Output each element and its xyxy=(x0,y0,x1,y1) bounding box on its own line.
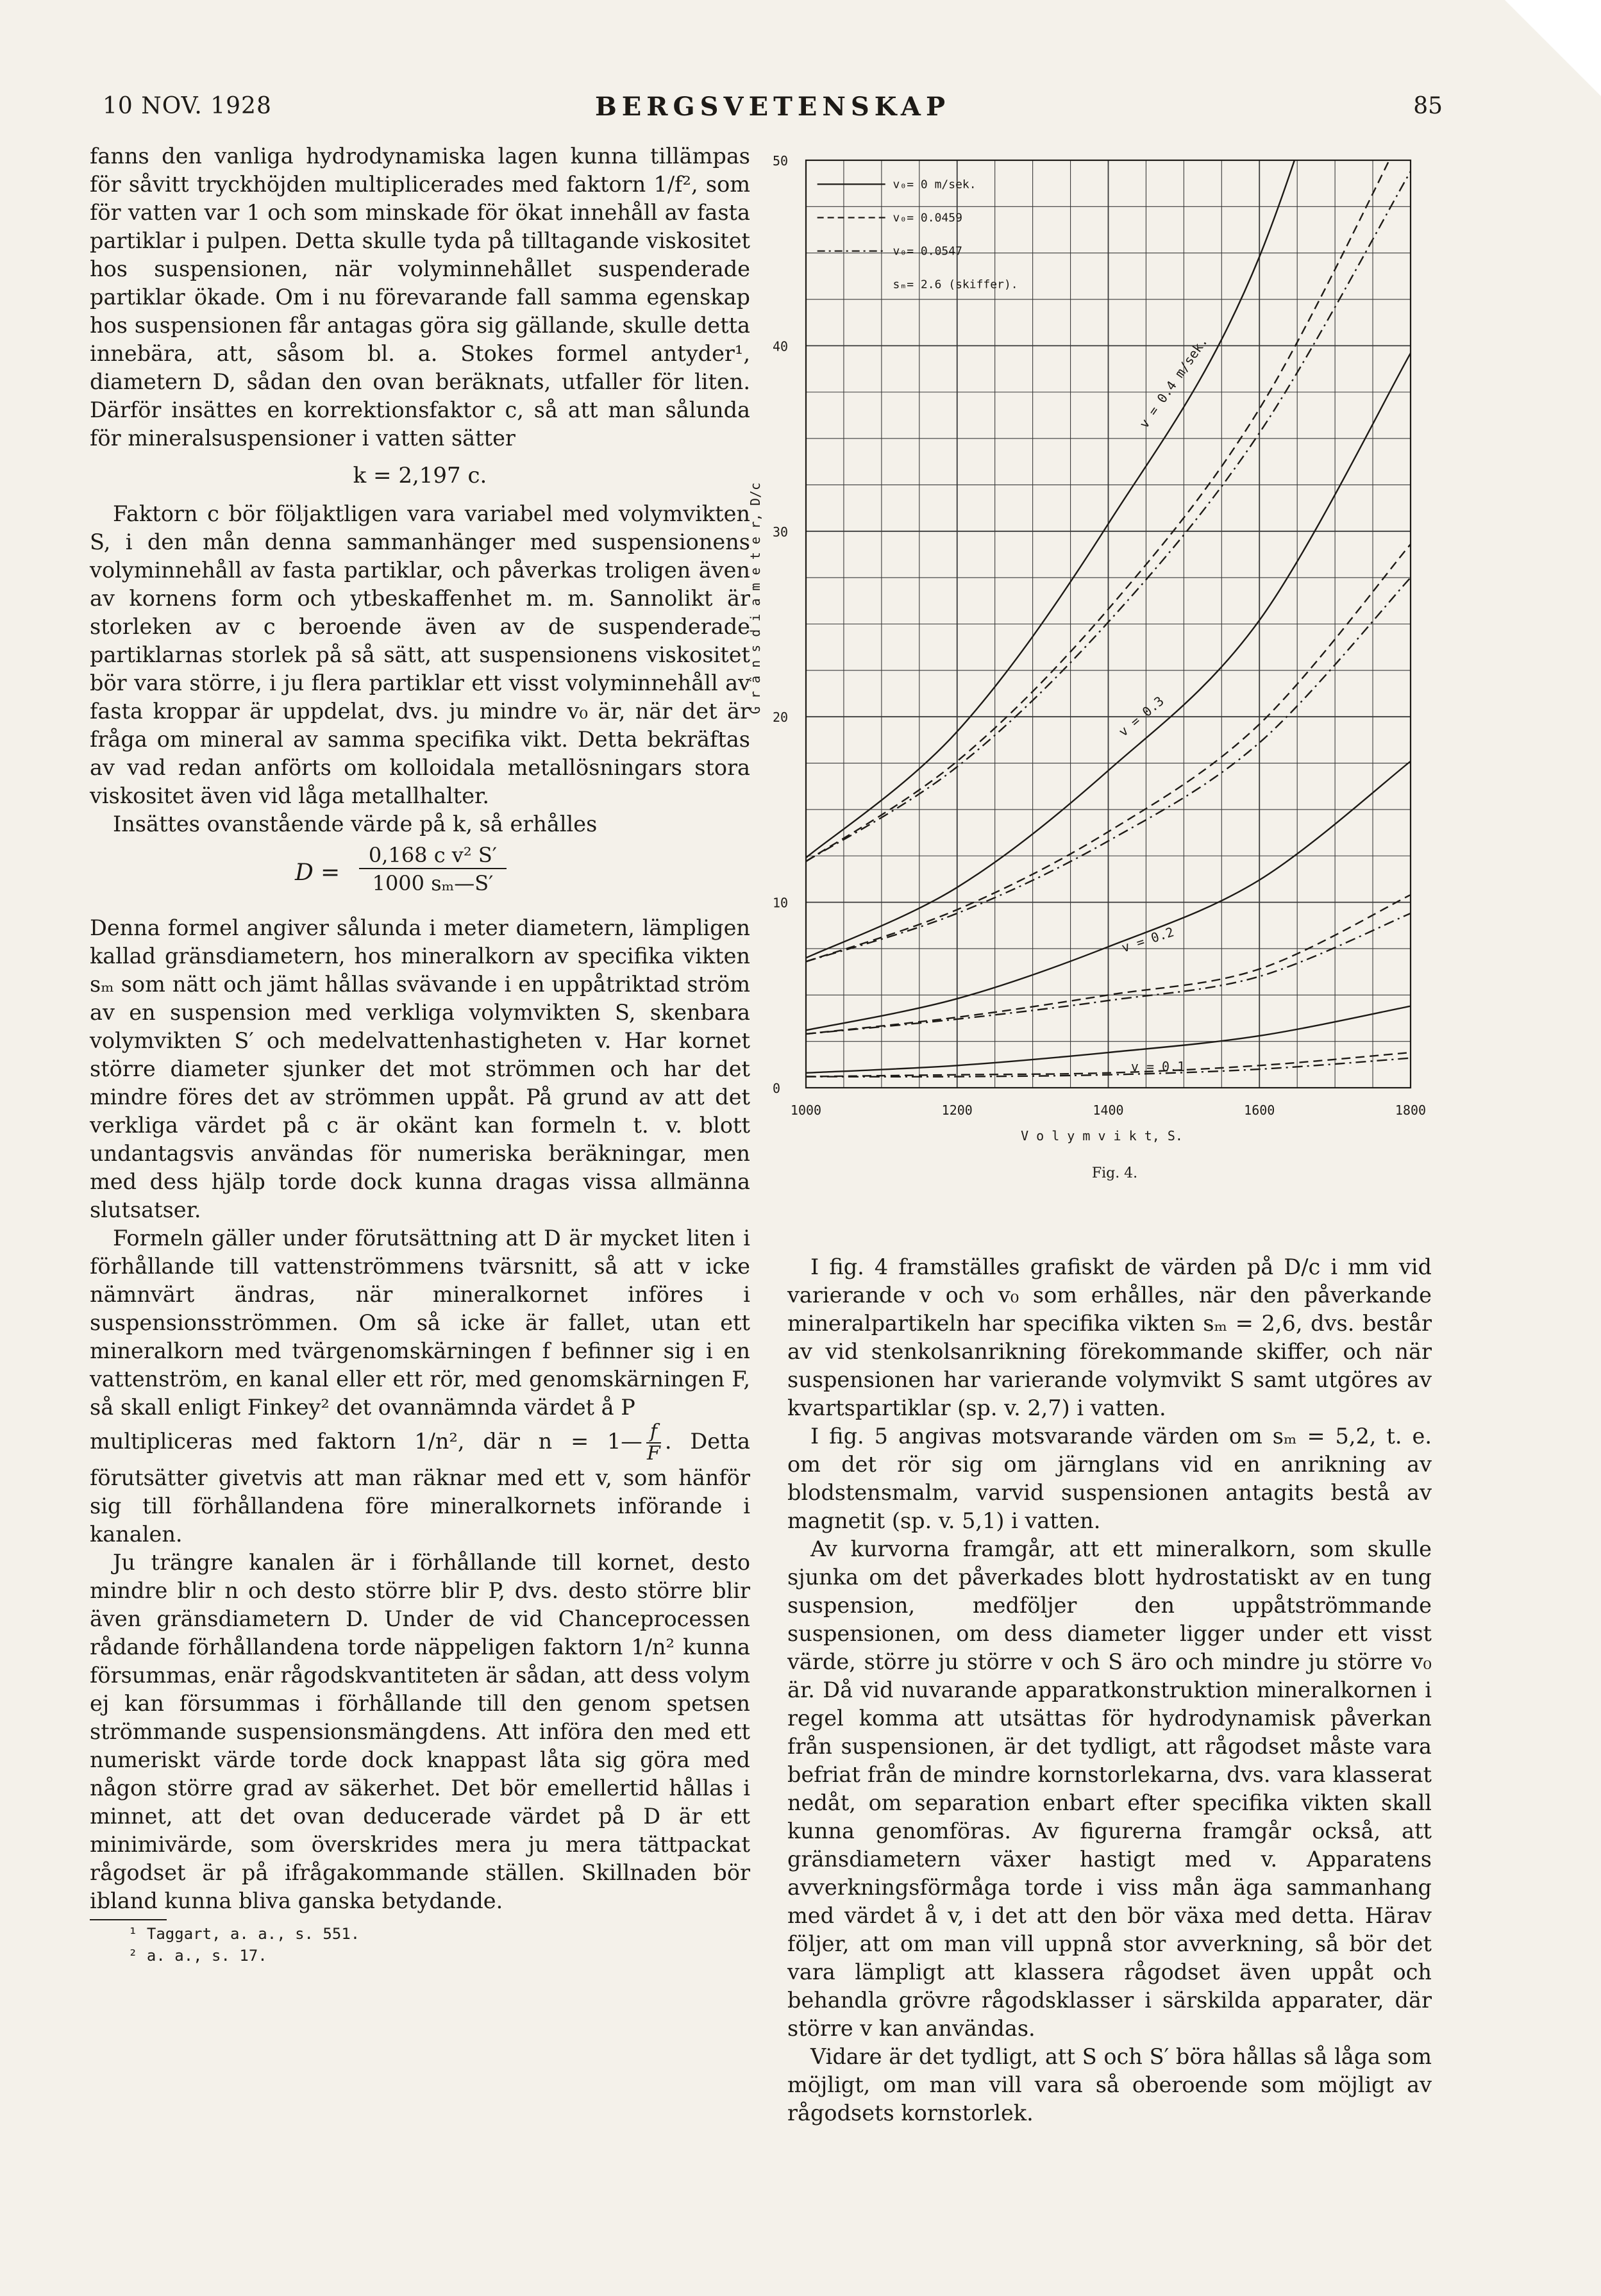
formula-D xyxy=(90,842,750,901)
curve-label: v = 0.1 xyxy=(1130,1058,1186,1074)
curve-label: v = 0.3 xyxy=(1115,693,1167,740)
paragraph: fanns den vanliga hydrodynamiska lagen kunna tillämpas för såvitt tryckhöjden multiplicerades med faktorn 1/f², som för vatten var 1 och som minskade för ökat innehåll av fasta partiklar i pulpen. Detta skulle tyda på tilltagande viskositet hos suspensionen, när volyminnehållet suspenderade partiklar ökade. Om i nu förevarande fall samma egenskap hos suspensionen får antagas göra sig gällande, skulle detta innebära, att, såsom bl. a. Stokes formel antyder¹, diametern D, sådan den ovan beräknats, utfaller för liten. Därför insättes en korrektionsfaktor c, så att man sålunda för mineralsuspensioner i vatten sätter xyxy=(90,144,750,451)
y-tick-label: 10 xyxy=(773,895,789,911)
paragraph: Vidare är det tydligt, att S och S′ böra hållas så låga som möjligt, om man vill vara så oberoende som möjligt av rågodsets kornstorlek. xyxy=(787,2044,1432,2125)
y-tick-label: 0 xyxy=(773,1081,781,1096)
y-axis-label: G r ä n s d i a m e t e r, D/c xyxy=(748,482,763,715)
inline-fraction xyxy=(646,1422,661,1464)
chart-svg xyxy=(737,144,1449,1208)
left-column xyxy=(90,142,750,1967)
legend-label: v₀= 0 m/sek. xyxy=(893,178,977,192)
x-tick-label: 1600 xyxy=(1244,1102,1275,1118)
footnote-2: ² a. a., s. 17. xyxy=(128,1947,267,1965)
page-corner-fold xyxy=(1505,0,1601,96)
paragraph: I fig. 5 angivas motsvarande värden om sₘ = 5,2, t. e. om det rör sig om järnglans vid en anrikning av blodstensmalm, varvid suspensionen antagits bestå av magnetit (sp. v. 5,1) i vatten. xyxy=(787,1424,1432,1533)
curve-label: v = 0.2 xyxy=(1119,924,1176,956)
x-axis-label: V o l y m v i k t, S. xyxy=(1021,1128,1183,1144)
fraction-numerator: f xyxy=(646,1422,661,1443)
legend-label: sₘ= 2.6 (skiffer). xyxy=(893,278,1018,292)
formula-D-numerator: 0,168 c v² S′ xyxy=(359,842,507,869)
paragraph: Av kurvorna framgår, att ett mineralkorn, som skulle sjunka om det påverkades blott hydrostatiskt av en tung suspension, medföljer den uppåtströmmande suspensionen, om dess diameter ligger under ett visst värde, större ju större v och S äro och mindre ju större v₀ är. Då vid nuvarande apparatkonstruktion mineralkornen i regel komma att utsättas för hydrodynamisk påverkan från suspensionen, är det tydligt, att rågodset måste vara befriat från de mindre kornstorlekarna, dvs. vara klasserat nedåt, om separation enbart efter specifika vikten skall kunna genomföras. Av figurerna framgår också, att gränsdiametern växer hastigt med v. Apparatens avverkningsförmåga torde i viss mån äga sammanhang med värdet å v, i det att den bör växa med detta. Härav följer, att om man vill uppnå stor avverkning, så bör det vara lämpligt att klassera rågodset även uppåt och behandla grövre rågodsklasser i särskilda apparater, där större v kan användas. xyxy=(787,1536,1432,2041)
y-tick-label: 30 xyxy=(773,524,789,540)
curve-label: v = 0.4 m/sek. xyxy=(1136,333,1211,431)
formula-D-lhs: D xyxy=(295,860,314,886)
y-tick-label: 50 xyxy=(773,153,789,169)
formula-D-denominator: 1000 sₘ—S′ xyxy=(372,871,494,895)
footnote-separator xyxy=(90,1919,167,1920)
fraction-denominator: F xyxy=(646,1442,660,1465)
figure-4-chart xyxy=(737,144,1449,1208)
page-header xyxy=(103,93,1443,131)
page-number: 85 xyxy=(1413,93,1443,119)
issue-date: 10 NOV. 1928 xyxy=(103,93,272,119)
x-tick-label: 1800 xyxy=(1395,1102,1427,1118)
paragraph: Formeln gäller under förutsättning att D är mycket liten i förhållande till vattenströmmens tvärsnitt, så att v icke nämnvärt ändras, när mineralkornet införes i suspensionsströmmen. Om så icke är fallet, utan ett mineralkorn med tvärgenomskärningen f befinner sig i en vattenström, en kanal eller ett rör, med genomskärningen F, så skall enligt Finkey² det ovannämnda värdet å P xyxy=(90,1226,750,1420)
figure-caption: Fig. 4. xyxy=(1091,1165,1138,1181)
formula-k: k = 2,197 c. xyxy=(353,463,487,488)
x-tick-label: 1000 xyxy=(790,1102,822,1118)
journal-title: BERGSVETENSKAP xyxy=(594,92,951,122)
x-tick-label: 1400 xyxy=(1093,1102,1124,1118)
footnote-1: ¹ Taggart, a. a., s. 551. xyxy=(128,1925,360,1943)
paragraph: Ju trängre kanalen är i förhållande till kornet, desto mindre blir n och desto större blir P, dvs. desto större blir även gränsdiametern D. Under de vid Chanceprocessen rådande förhållandena torde näppeligen faktorn 1/n² kunna försummas, enär rågodskvantiteten är sådan, att dess volym ej kan försummas i förhållande till den genom spetsen strömmande suspensionsmängdens. Att införa den med ett numeriskt värde torde dock knappast låta sig göra med någon större grad av säkerhet. Det bör emellertid hållas i minnet, att det ovan deducerade värdet på D är ett minimivärde, som överskrides mera ju mera tättpackat rågodset är på ifrågakommande ställen. Skillnaden bör ibland kunna bliva ganska betydande. xyxy=(90,1550,750,1913)
paragraph: Faktorn c bör följaktligen vara variabel med volymvikten S, i den mån denna sammanhänger med suspensionens volyminnehåll av fasta partiklar, och påverkas troligen även av kornens form och ytbeskaffenhet m. m. Sannolikt är storleken av c beroende även av de suspenderade partiklarnas storlek på så sätt, att suspensionens viskositet bör vara större, i ju flera partiklar ett visst volyminnehåll av fasta kroppar är uppdelat, dvs. ju mindre v₀ är, när det är fråga om mineral av samma specifika vikt. Detta bekräftas av vad redan anförts om kolloidala metallösningars stora viskositet även vid låga metallhalter. xyxy=(90,501,750,808)
right-column xyxy=(787,1253,1432,2127)
y-tick-label: 20 xyxy=(773,710,789,726)
paragraph-with-fraction xyxy=(90,1422,750,1549)
paragraph-part: . Detta förutsätter givetvis att man räknar med ett v, som hänför sig till förhållandena före mineralkornets införande i kanalen. xyxy=(90,1429,750,1547)
paragraph-part: multipliceras med faktorn 1/n², där n = 1— xyxy=(90,1429,642,1454)
y-tick-label: 40 xyxy=(773,338,789,354)
paragraph: I fig. 4 framställes grafiskt de värden på D/c i mm vid varierande v och v₀ som erhålles, när den påverkande mineralpartikeln har specifika vikten sₘ = 2,6, dvs. består av vid stenkolsanrikning förekommande skiffer, och när suspensionen har varierande volymvikt S samt utgöres av kvartspartiklar (sp. v. 2,7) i vatten. xyxy=(787,1254,1432,1420)
formula-D-equals: = xyxy=(321,860,340,886)
paragraph: Denna formel angiver sålunda i meter diametern, lämpligen kallad gränsdiametern, hos mineralkorn av specifika vikten sₘ som nätt och jämt hållas svävande i en uppåtriktad ström av en suspension med verkliga volymvikten S, skenbara volymvikten S′ och medelvattenhastigheten v. Har kornet större diameter sjunker det mot strömmen och har det mindre föres det av strömmen uppåt. På grund av att det verkliga värdet på c är okänt kan formeln t. v. blott undantagsvis användas för numeriska beräkningar, men med dess hjälp torde dock kunna dragas vissa allmänna slutsatser. xyxy=(90,915,750,1222)
paragraph: Insättes ovanstående värde på k, så erhålles xyxy=(113,811,598,836)
x-tick-label: 1200 xyxy=(941,1102,973,1118)
legend-label: v₀= 0.0459 xyxy=(893,211,962,225)
legend-label: v₀= 0.0547 xyxy=(893,244,962,258)
